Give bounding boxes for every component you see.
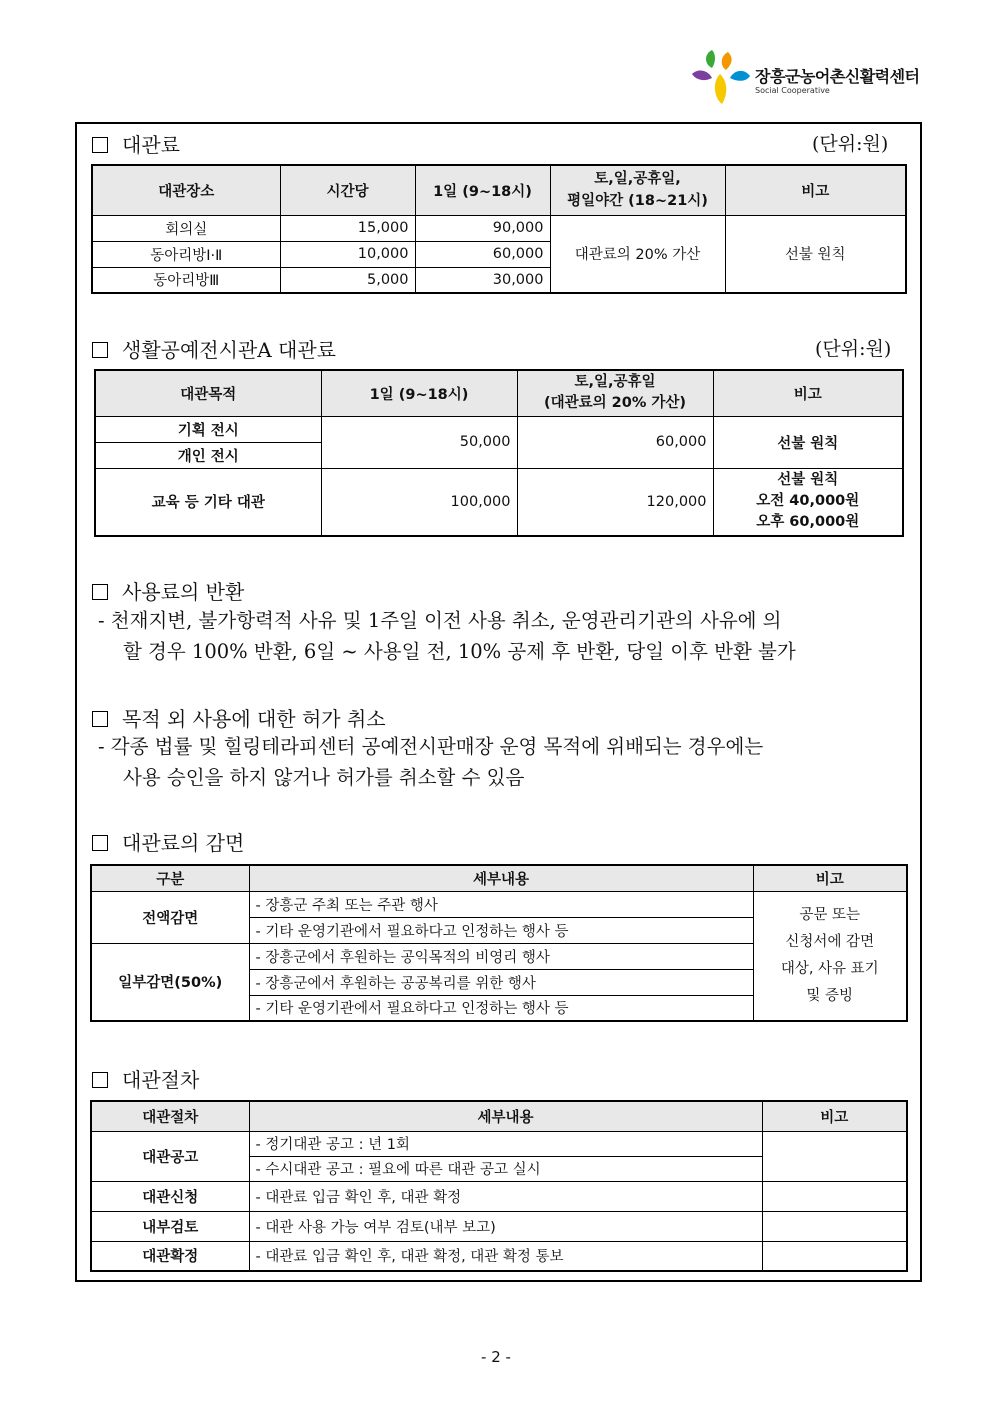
list-item: - 기타 운영기관에서 필요하다고 인정하는 행사 등 [249,995,753,1021]
checkbox-icon [92,835,108,851]
checkbox-icon [92,137,108,153]
purpose-personal: 개인 전시 [95,442,321,468]
th-remark: 비고 [753,865,907,891]
reduction-table [90,864,908,1022]
section-title-revocation: 목적 외 사용에 대한 허가 취소 [92,703,386,732]
purpose-planned: 기획 전시 [95,416,321,442]
org-subtitle: Social Cooperative [755,86,830,95]
org-name: 장흥군농어촌신활력센터 [755,67,920,86]
unit-label: (단위:원) [815,338,892,360]
list-item: - 기타 운영기관에서 필요하다고 인정하는 행사 등 [249,917,753,943]
table-row-place: 동아리방Ⅲ [92,267,280,293]
th-weekend: 토,일,공휴일 (대관료의 20% 가산) [517,370,713,416]
list-item: - 수시대관 공고 : 필요에 따른 대관 공고 실시 [249,1156,762,1181]
th-category: 구분 [91,865,249,891]
th-daily: 1일 (9~18시) [415,165,550,215]
purpose-education: 교육 등 기타 대관 [95,468,321,536]
checkbox-icon [92,1072,108,1088]
section-title-rental-fee: 대관료 [92,129,180,158]
section-title-procedure: 대관절차 [92,1064,199,1093]
logo-icon [690,48,752,108]
full-reduction-label: 전액감면 [91,891,249,943]
th-remark: 비고 [725,165,906,215]
step-confirmation: 대관확정 [91,1241,249,1271]
reduction-remark: 공문 또는 신청서에 감면 대상, 사유 표기 및 증빙 [753,891,907,1021]
list-item: - 대관 사용 가능 여부 검토(내부 보고) [249,1211,762,1241]
refund-text-1: - 천재지변, 불가항력적 사유 및 1주일 이전 사용 취소, 운영관리기관의 사유에 의 [98,609,782,632]
th-daily: 1일 (9~18시) [321,370,517,416]
weekend-note: 대관료의 20% 가산 [550,215,725,293]
th-place: 대관장소 [92,165,280,215]
table-cell-hourly: 15,000 [280,215,415,241]
remark: 선불 원칙 [725,215,906,293]
table-cell-hourly: 10,000 [280,241,415,267]
list-item: - 대관료 입금 확인 후, 대관 확정, 대관 확정 통보 [249,1241,762,1271]
remark-cell [762,1241,907,1271]
list-item: - 대관료 입금 확인 후, 대관 확정 [249,1181,762,1211]
th-purpose: 대관목적 [95,370,321,416]
remark-cell [762,1211,907,1241]
daily-fee: 100,000 [321,468,517,536]
daily-fee: 50,000 [321,416,517,468]
procedure-table [90,1100,908,1272]
remark: 선불 원칙 [713,416,903,468]
step-application: 대관신청 [91,1181,249,1211]
remark-cell [762,1181,907,1211]
remark: 선불 원칙 오전 40,000원 오후 60,000원 [713,468,903,536]
th-hourly: 시간당 [280,165,415,215]
section-title-gallery-fee: 생활공예전시관A 대관료 [92,334,336,363]
checkbox-icon [92,711,108,727]
checkbox-icon [92,584,108,600]
list-item: - 장흥군 주최 또는 주관 행사 [249,891,753,917]
unit-label: (단위:원) [812,133,889,155]
rental-fee-table [91,164,907,294]
partial-reduction-label: 일부감면(50%) [91,943,249,1021]
list-item: - 정기대관 공고 : 년 1회 [249,1131,762,1156]
step-review: 내부검토 [91,1211,249,1241]
th-remark: 비고 [713,370,903,416]
th-details: 세부내용 [249,865,753,891]
table-cell-daily: 30,000 [415,267,550,293]
revocation-text-1: - 각종 법률 및 힐링테라피센터 공예전시판매장 운영 목적에 위배되는 경우에는 [98,735,764,758]
th-remark: 비고 [762,1101,907,1131]
remark-cell [762,1131,907,1181]
section-title-refund: 사용료의 반환 [92,576,244,605]
table-cell-daily: 60,000 [415,241,550,267]
table-row-place: 동아리방Ⅰ·Ⅱ [92,241,280,267]
step-announcement: 대관공고 [91,1131,249,1181]
section-title-reduction: 대관료의 감면 [92,827,244,856]
weekend-fee: 60,000 [517,416,713,468]
page-number: - 2 - [481,1348,511,1366]
th-weekend: 토,일,공휴일, 평일야간 (18~21시) [550,165,725,215]
weekend-fee: 120,000 [517,468,713,536]
th-step: 대관절차 [91,1101,249,1131]
checkbox-icon [92,342,108,358]
revocation-text-2: 사용 승인을 하지 않거나 허가를 취소할 수 있음 [123,766,525,789]
table-row-place: 회의실 [92,215,280,241]
th-details: 세부내용 [249,1101,762,1131]
table-cell-hourly: 5,000 [280,267,415,293]
table-cell-daily: 90,000 [415,215,550,241]
list-item: - 장흥군에서 후원하는 공익목적의 비영리 행사 [249,943,753,969]
refund-text-2: 할 경우 100% 반환, 6일 ~ 사용일 전, 10% 공제 후 반환, 당일 이후 반환 불가 [123,640,796,663]
gallery-fee-table [94,369,904,537]
list-item: - 장흥군에서 후원하는 공공복리를 위한 행사 [249,969,753,995]
